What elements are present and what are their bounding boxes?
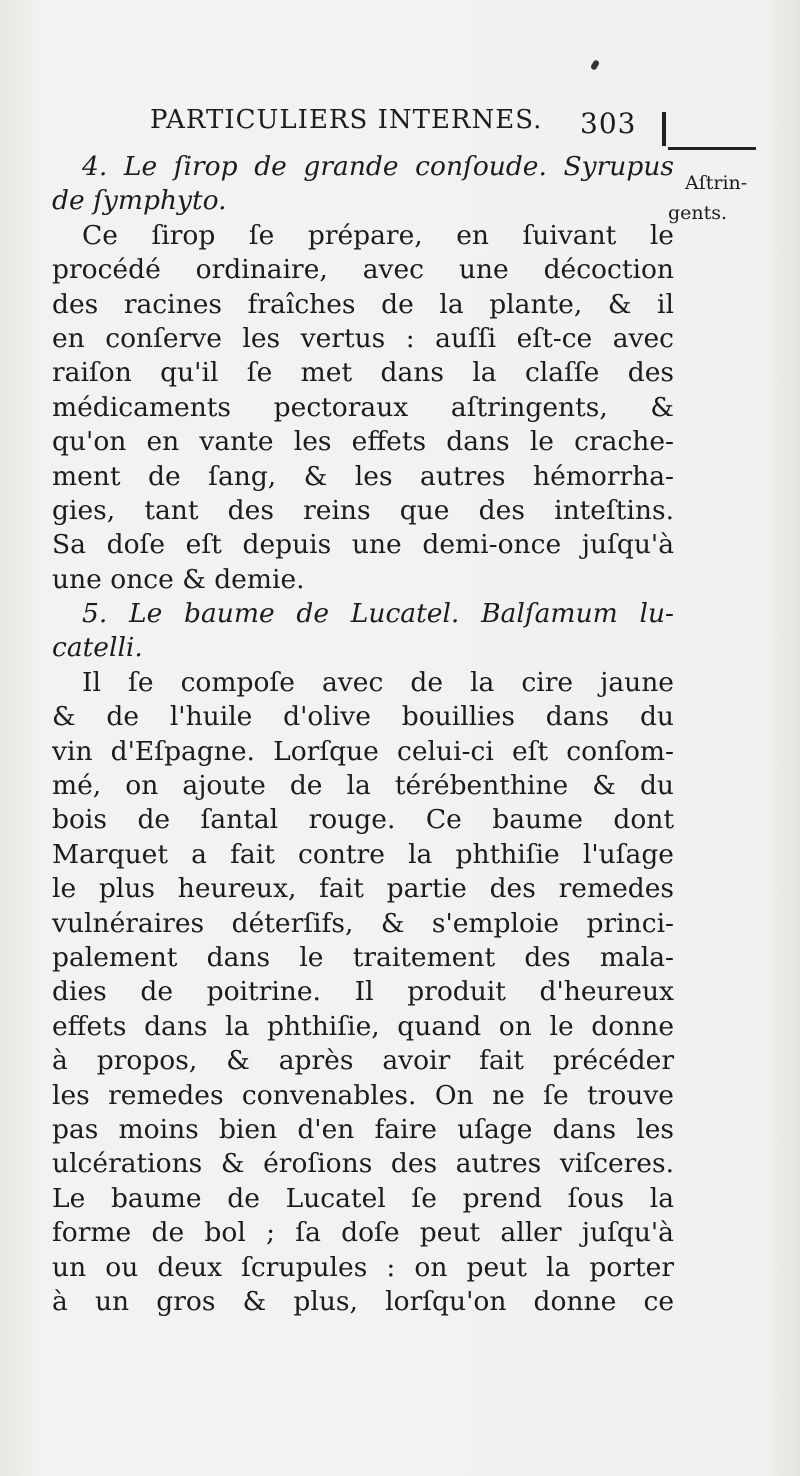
text-line: en conſerve les vertus : auſſi eſt-ce avec [52,322,674,354]
text-line: Ce ſirop ſe prépare, en ſuivant le [82,219,674,251]
text-line: Sa doſe eſt depuis une demi-once juſqu'à [52,529,674,561]
text-line: un ou deux ſcrupules : on peut la porter [52,1251,674,1283]
margin-rule [668,147,756,150]
text-line: les remedes convenables. On ne ſe trouve [52,1079,674,1111]
text-line: & de l'huile d'olive bouillies dans du [52,701,674,733]
text-line: ulcérations & éroſions des autres viſceres. [52,1148,674,1180]
text-line: catelli. [52,632,143,664]
text-line: des racines fraîches de la plante, & il [52,288,674,320]
text-line: vulnéraires déterſifs, & s'emploie princi- [52,907,674,939]
text-line: raiſon qu'il ſe met dans la claſſe des [52,357,674,389]
text-line: le plus heureux, fait partie des remedes [52,873,674,905]
text-line: Il ſe compoſe avec de la cire jaune [82,666,674,698]
margin-note [668,168,785,224]
header-rule-mark [662,112,666,146]
text-line: procédé ordinaire, avec une décoction [52,254,674,286]
text-line: palement dans le traitement des mala- [52,941,674,973]
text-line: forme de bol ; ſa doſe peut aller juſqu'à [52,1217,674,1249]
text-line: 5. Le baume de Lucatel. Balſamum lu- [82,598,674,630]
margin-note-line: Aſtrin- [685,172,748,194]
body-text [52,150,674,1319]
text-line: Le baume de Lucatel ſe prend ſous la [52,1182,674,1214]
text-line: Marquet a fait contre la phthiſie l'uſage [52,838,674,870]
running-title: PARTICULIERS INTERNES. [150,105,543,135]
text-line: bois de ſantal rouge. Ce baume dont [52,804,674,836]
text-line: médicaments pectoraux aſtringents, & [52,391,674,423]
text-line: une once & demie. [52,563,305,595]
text-line: dies de poitrine. Il produit d'heureux [52,976,674,1008]
text-line: ment de ſang, & les autres hémorrha- [52,460,674,492]
text-line: à propos, & après avoir fait précéder [52,1045,674,1077]
text-line: pas moins bien d'en faire uſage dans les [52,1113,674,1145]
text-line: qu'on en vante les effets dans le crache- [52,426,674,458]
text-line: vin d'Eſpagne. Lorſque celui-ci eſt conſom- [52,735,674,767]
text-line: effets dans la phthiſie, quand on le donne [52,1010,674,1042]
page-number: 303 [580,107,637,140]
text-line: à un gros & plus, lorſqu'on donne ce [52,1285,674,1317]
margin-note-line: gents. [668,202,728,224]
text-line: 4. Le ſirop de grande conſoude. Syrupus [82,151,674,182]
text-line: mé, on ajoute de la térébenthine & du [52,770,674,802]
text-line: de ſymphyto. [52,185,227,217]
text-line: gies, tant des reins que des inteſtins. [52,494,674,526]
ink-smudge [590,59,600,71]
